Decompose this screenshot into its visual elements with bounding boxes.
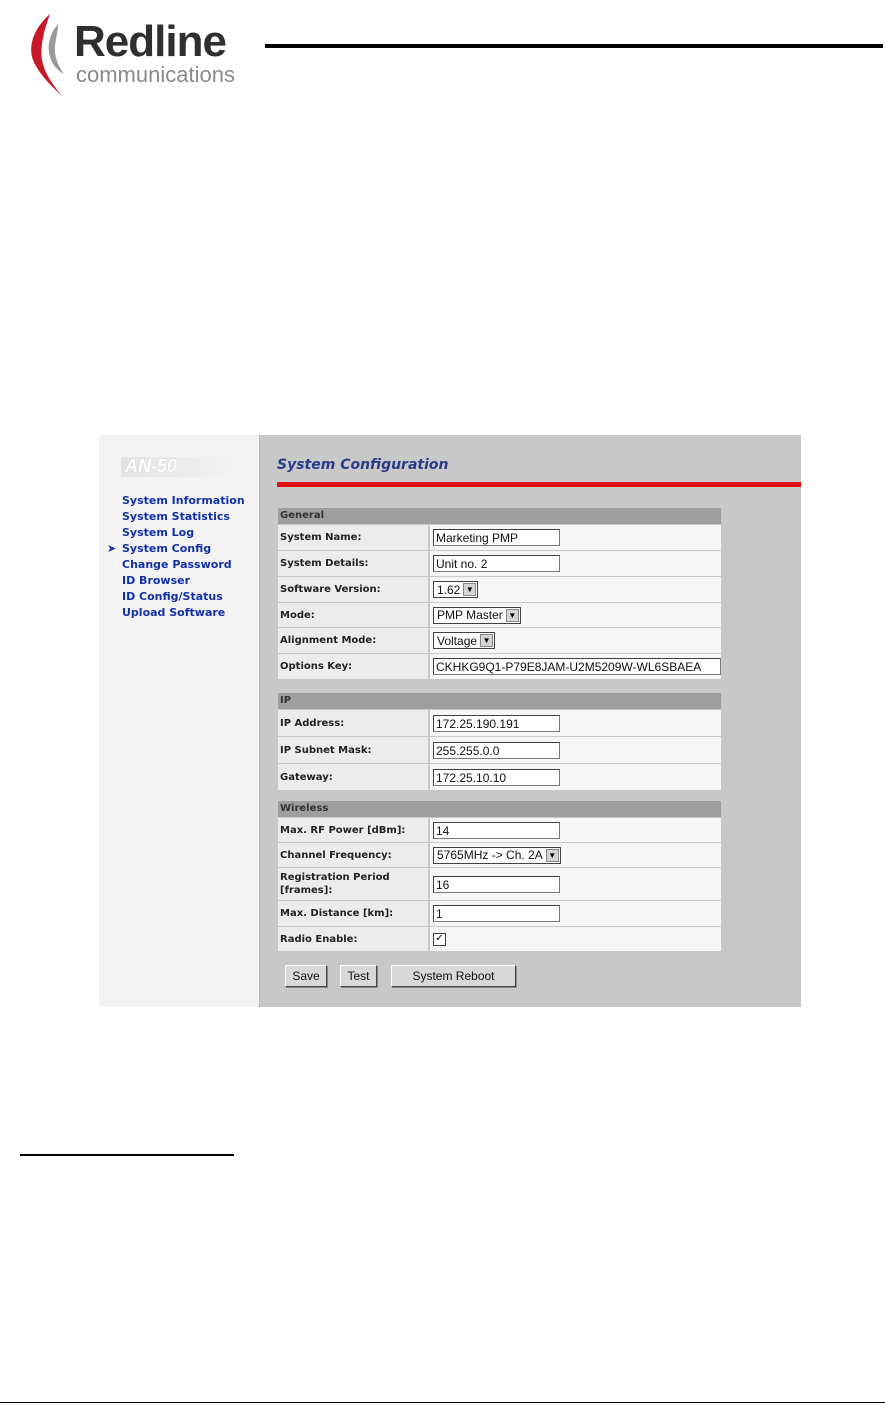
field-label: Max. RF Power [dBm]:	[278, 818, 430, 842]
form-row	[278, 627, 721, 653]
field-label: Alignment Mode:	[278, 628, 430, 653]
field-label: Max. Distance [km]:	[278, 901, 430, 926]
dropdown-arrow-icon: ▼	[480, 634, 493, 647]
redline-swoosh-icon	[22, 10, 72, 98]
nav-label: Upload Software	[122, 606, 226, 619]
max-distance-input[interactable]: 1	[433, 905, 560, 922]
nav-label: System Config	[122, 542, 212, 555]
page-bottom-rule	[0, 1402, 885, 1403]
select-value: Voltage	[437, 633, 478, 648]
save-button[interactable]: Save	[285, 965, 327, 987]
software-version-select[interactable]	[433, 581, 478, 598]
logo-brand-text: Redline	[74, 17, 226, 66]
field-label: Options Key:	[278, 654, 430, 679]
ip-address-input[interactable]: 172.25.190.191	[433, 715, 560, 732]
channel-frequency-select[interactable]	[433, 847, 561, 864]
header-rule	[265, 44, 883, 48]
nav-item-system-statistics[interactable]	[107, 509, 245, 525]
form-row	[278, 763, 721, 790]
mode-select[interactable]	[433, 607, 521, 624]
section-heading: General	[278, 508, 721, 524]
dropdown-arrow-icon: ▼	[463, 583, 476, 596]
select-value: 1.62	[437, 582, 461, 597]
system-details-input[interactable]: Unit no. 2	[433, 555, 560, 572]
field-label: IP Subnet Mask:	[278, 737, 430, 763]
select-value: PMP Master	[437, 608, 503, 622]
options-key-input[interactable]: CKHKG9Q1-P79E8JAM-U2M5209W-WL6SBAEA	[433, 658, 721, 675]
field-label: IP Address:	[278, 710, 430, 736]
form-row	[278, 736, 721, 763]
system-reboot-button[interactable]: System Reboot	[391, 965, 516, 987]
dropdown-arrow-icon: ▼	[506, 609, 519, 622]
dropdown-arrow-icon: ▼	[546, 849, 559, 862]
field-label: Mode:	[278, 603, 430, 627]
web-ui-screenshot	[99, 435, 801, 1007]
radio-enable-checkbox[interactable]: ✓	[433, 933, 446, 946]
form-row	[278, 709, 721, 736]
footnote-rule	[20, 1154, 234, 1156]
nav-menu	[107, 493, 245, 621]
nav-item-system-config[interactable]	[107, 541, 245, 557]
nav-item-system-log[interactable]	[107, 525, 245, 541]
active-arrow-icon: ➤	[107, 542, 117, 555]
logo-sub-text: communications	[76, 62, 235, 87]
rf-power-input[interactable]: 14	[433, 822, 560, 839]
nav-label: ID Config/Status	[122, 590, 223, 603]
nav-label: ID Browser	[122, 574, 191, 587]
model-title: AN-50	[125, 456, 178, 476]
field-label: System Details:	[278, 551, 430, 576]
form-row	[278, 576, 721, 602]
wireless-section	[278, 801, 721, 951]
form-row	[278, 817, 721, 842]
redline-logo	[22, 10, 262, 98]
field-label: Gateway:	[278, 764, 430, 790]
general-section	[278, 508, 721, 679]
nav-item-id-config-status[interactable]	[107, 589, 245, 605]
main-panel	[260, 435, 801, 1007]
field-label: Registration Period [frames]:	[278, 868, 430, 900]
sidebar	[99, 435, 260, 1007]
test-button[interactable]: Test	[340, 965, 377, 987]
form-row	[278, 602, 721, 627]
nav-label: System Information	[122, 494, 245, 507]
section-heading: Wireless	[278, 801, 721, 817]
nav-item-change-password[interactable]	[107, 557, 245, 573]
gateway-input[interactable]: 172.25.10.10	[433, 769, 560, 786]
title-accent-bar	[277, 482, 801, 487]
page-title: System Configuration	[277, 457, 449, 473]
form-row	[278, 900, 721, 926]
field-label: Channel Frequency:	[278, 843, 430, 867]
field-label: System Name:	[278, 525, 430, 550]
section-heading: IP	[278, 693, 721, 709]
form-row	[278, 867, 721, 900]
field-label: Radio Enable:	[278, 927, 430, 951]
select-value: 5765MHz -> Ch. 2A	[437, 848, 543, 862]
form-row	[278, 550, 721, 576]
nav-label: System Statistics	[122, 510, 230, 523]
field-label: Software Version:	[278, 577, 430, 602]
form-row	[278, 653, 721, 679]
system-name-input[interactable]: Marketing PMP	[433, 529, 560, 546]
nav-item-system-information[interactable]	[107, 493, 245, 509]
nav-item-id-browser[interactable]	[107, 573, 245, 589]
alignment-mode-select[interactable]	[433, 632, 495, 649]
nav-label: Change Password	[122, 558, 232, 571]
form-row	[278, 842, 721, 867]
form-row	[278, 926, 721, 951]
nav-label: System Log	[122, 526, 195, 539]
subnet-mask-input[interactable]: 255.255.0.0	[433, 742, 560, 759]
registration-period-input[interactable]: 16	[433, 876, 560, 893]
nav-item-upload-software[interactable]	[107, 605, 245, 621]
ip-section	[278, 693, 721, 790]
form-row	[278, 524, 721, 550]
